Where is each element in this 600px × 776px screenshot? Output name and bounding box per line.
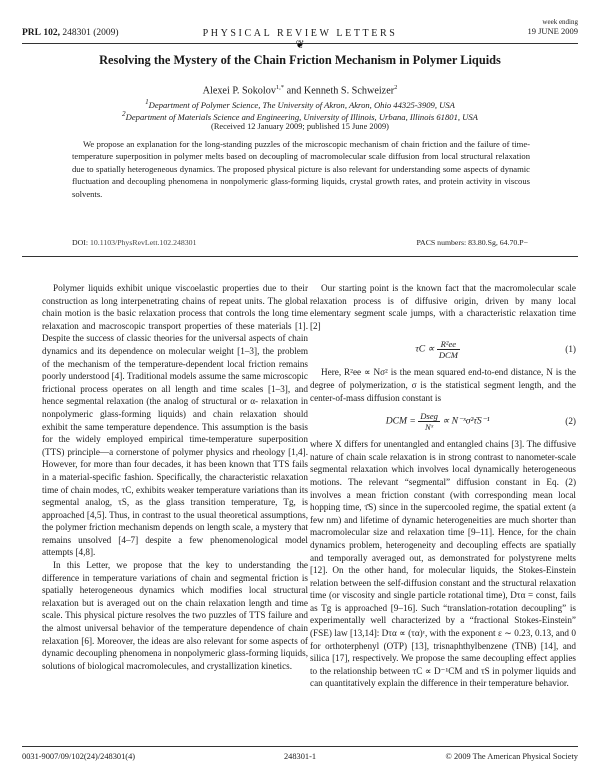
footer-code: 0031-9007/09/102(24)/248301(4) xyxy=(22,752,136,761)
eq2-numerator: Dseg xyxy=(420,410,438,421)
author-1-sup: 1,* xyxy=(275,84,285,91)
journal-abbr: PRL xyxy=(22,28,41,38)
eq2-fraction xyxy=(418,411,440,432)
author-2-sup: 2 xyxy=(394,84,398,91)
left-column xyxy=(42,282,308,672)
eq1-fraction xyxy=(437,339,460,360)
pacs-numbers: PACS numbers: 83.80.Sg, 64.70.P− xyxy=(416,238,528,247)
abstract: We propose an explanation for the long-standing puzzles of the microscopic mechanism of chain friction and the failure of time-temperature superposition in polymer melts based on decoupling of macromolecular scale diffusion from local structural relaxation due to spatially heterogeneous dynamics. The proposed physical picture is also relevant for understanding some aspects of dynamic fluctuation and decoupling phenomena in nonpolymeric glass-forming liquids, crystal growth rates, and protein activity in viscous solvents. xyxy=(72,139,530,199)
eq1-lhs: τC ∝ xyxy=(415,343,435,355)
author-2: Kenneth S. Schweizer xyxy=(303,85,395,97)
doi-link[interactable]: 10.1103/PhysRevLett.102.248301 xyxy=(89,238,197,247)
page-footer xyxy=(22,752,578,766)
issue-date: 19 JUNE 2009 xyxy=(527,26,578,36)
received-dates: (Received 12 January 2009; published 15 June 2009) xyxy=(211,122,389,131)
page-number: 248301-1 xyxy=(283,752,317,761)
affiliation-1-num: 1 xyxy=(145,98,149,106)
author-and: and xyxy=(286,85,302,97)
affiliation-2 xyxy=(22,110,578,122)
affiliation-1 xyxy=(22,98,578,110)
body-paragraph-1: Polymer liquids exhibit unique viscoelastic properties due to their construction as long interpenetrating chains of repeat units. The global chain motion is the basic relaxation process that controls the long time relaxation and macroscopic transport properties of these materials [1]. Despite the success of classic theories for the universal aspects of chain dynamics and its dependence on molecular weight [1–3], the problem of the mechanism of the temperature-dependent local friction remains poorly understood [4]. Traditional models assume the same microscopic frictional process operates on all length and time scales [1–3], and hence segmental relaxation (the analog of structural or α- relaxation in nonpolymeric glass-forming liquids) and chain relaxation should exhibit the same temperature dependence. This assumption is the basis for the widely employed empirical time-temperature superposition (TTS) principle—a cornerstone of polymer physics and rheology [1,4]. However, for more than four decades, it has been known that TTS fails in a material-specific fashion. Specifically, the characteristic relaxation time of chain modes, τC, exhibits weaker temperature variations than its segmental analog, τS, as the glass transition temperature, Tg, is approached [4,5]. Thus, in contrast to the usual theoretical assumptions, the polymer friction mechanism depends on length scale, a mystery that remains unsolved [4–7] despite a few phenomenological model attempts [4,8]. xyxy=(42,283,308,558)
article-title: Resolving the Mystery of the Chain Friction Mechanism in Polymer Liquids xyxy=(99,53,501,67)
body-paragraph-5: where X differs for unentangled and entangled chains [3]. The diffusive nature of chain scale relaxation is in strong contrast to nanometer-scale segmental relaxation which involves local dynamically heterogeneous motions. The relevant “segmental” diffusion constant in Eq. (2) involves a mean friction constant (with corresponding mean local hopping time, τ̄S) since in the supercooled regime, the spatial extent (a few nm) and lifetime of dynamic heterogeneities are much shorter than macromolecular size and relaxation time [9–11]. Hence, for the chain dynamics problem, heterogeneity and decoupling effects are spatially and temporally averaged out, as demonstrated for polystyrene melts [12]. On the other hand, for molecular liquids, the Stokes-Einstein relation between the self-diffusion constant and the structural relaxation time (or viscosity and single particle rotational time), Dτα = const, fails as Tg is approached [9–16]. Such “translation-rotation decoupling” is experimentally well characterized by a “fractional Stokes-Einstein” (FSE) law [13,14]: Dτα ∝ (τα)ᵋ, with the exponent ε ∼ 0.23, 0.13, and 0 for orthoterphenyl (OTP) [13], trisnaphthylbenzene (TNB) [14], and silica [17], respectively. We propose the same decoupling effect applies to the relationship between τC ∝ D⁻¹CM and τS in polymer liquids and can quantitatively explain the difference in their temperature behavior. xyxy=(310,439,576,689)
body-paragraph-2: In this Letter, we propose that the key to understanding the difference in temperature variations of chain and segmental friction is spatially heterogeneous dynamics which modifies local structural relaxation but is averaged out on the chain relaxation length and time scale. This physical picture resolves the two puzzles of TTS failure and the almost universal behavior of the temperature dependence of chain relaxation [6]. Moreover, the ideas are also relevant for some aspects of dynamic decoupling phenomena in nonpolymeric glass-forming liquids, solutions of biological macromolecules, and crystallization kinetics. xyxy=(42,560,308,671)
eq2-denominator: Nˣ xyxy=(425,421,434,432)
author-list xyxy=(22,84,578,96)
eq1-numerator: R²ee xyxy=(437,339,460,350)
eq2-lhs: DCM = xyxy=(385,415,416,427)
footer-rule xyxy=(22,746,578,747)
eq1-denominator: DCM xyxy=(438,349,458,360)
journal-name: PHYSICAL REVIEW LETTERS xyxy=(202,28,398,39)
journal-logo-icon: ❦ xyxy=(295,39,305,51)
header-date-block xyxy=(527,18,578,36)
affiliation-1-text: Department of Polymer Science, The University of Akron, Akron, Ohio 44325-3909, USA xyxy=(148,99,455,110)
body-paragraph-3: Our starting point is the known fact that the macromolecular scale relaxation process is of diffusive origin, driven by many local elementary segment scale jumps, with a characteristic relaxation time [2] xyxy=(310,283,576,331)
affiliation-2-num: 2 xyxy=(122,110,126,118)
equation-2-number: (2) xyxy=(565,415,576,426)
eq2-rhs: ∝ N⁻ˣσ²τ̄S⁻¹ xyxy=(442,415,490,427)
author-1: Alexei P. Sokolov xyxy=(202,85,276,97)
equation-1 xyxy=(310,336,576,362)
week-label: week ending xyxy=(542,18,578,26)
equation-1-math xyxy=(310,339,565,360)
abstract-rule xyxy=(22,256,578,257)
volume: 102, xyxy=(43,28,60,38)
equation-2 xyxy=(310,408,576,434)
doi-line xyxy=(72,238,196,247)
equation-2-math xyxy=(310,411,565,432)
body-paragraph-4: Here, R²ee ∝ Nσ² is the mean squared end-to-end distance, N is the degree of polymerization, σ is the statistical segment length, and the center-of-mass diffusion constant is xyxy=(310,367,576,403)
right-column xyxy=(310,282,576,690)
article-id: 248301 (2009) xyxy=(62,28,119,38)
affiliation-2-text: Department of Materials Science and Engineering, University of Illinois, Urbana, Illinois 61801, USA xyxy=(125,111,478,122)
doi-label: DOI: xyxy=(72,238,89,247)
copyright: © 2009 The American Physical Society xyxy=(445,752,578,761)
equation-1-number: (1) xyxy=(565,344,576,355)
